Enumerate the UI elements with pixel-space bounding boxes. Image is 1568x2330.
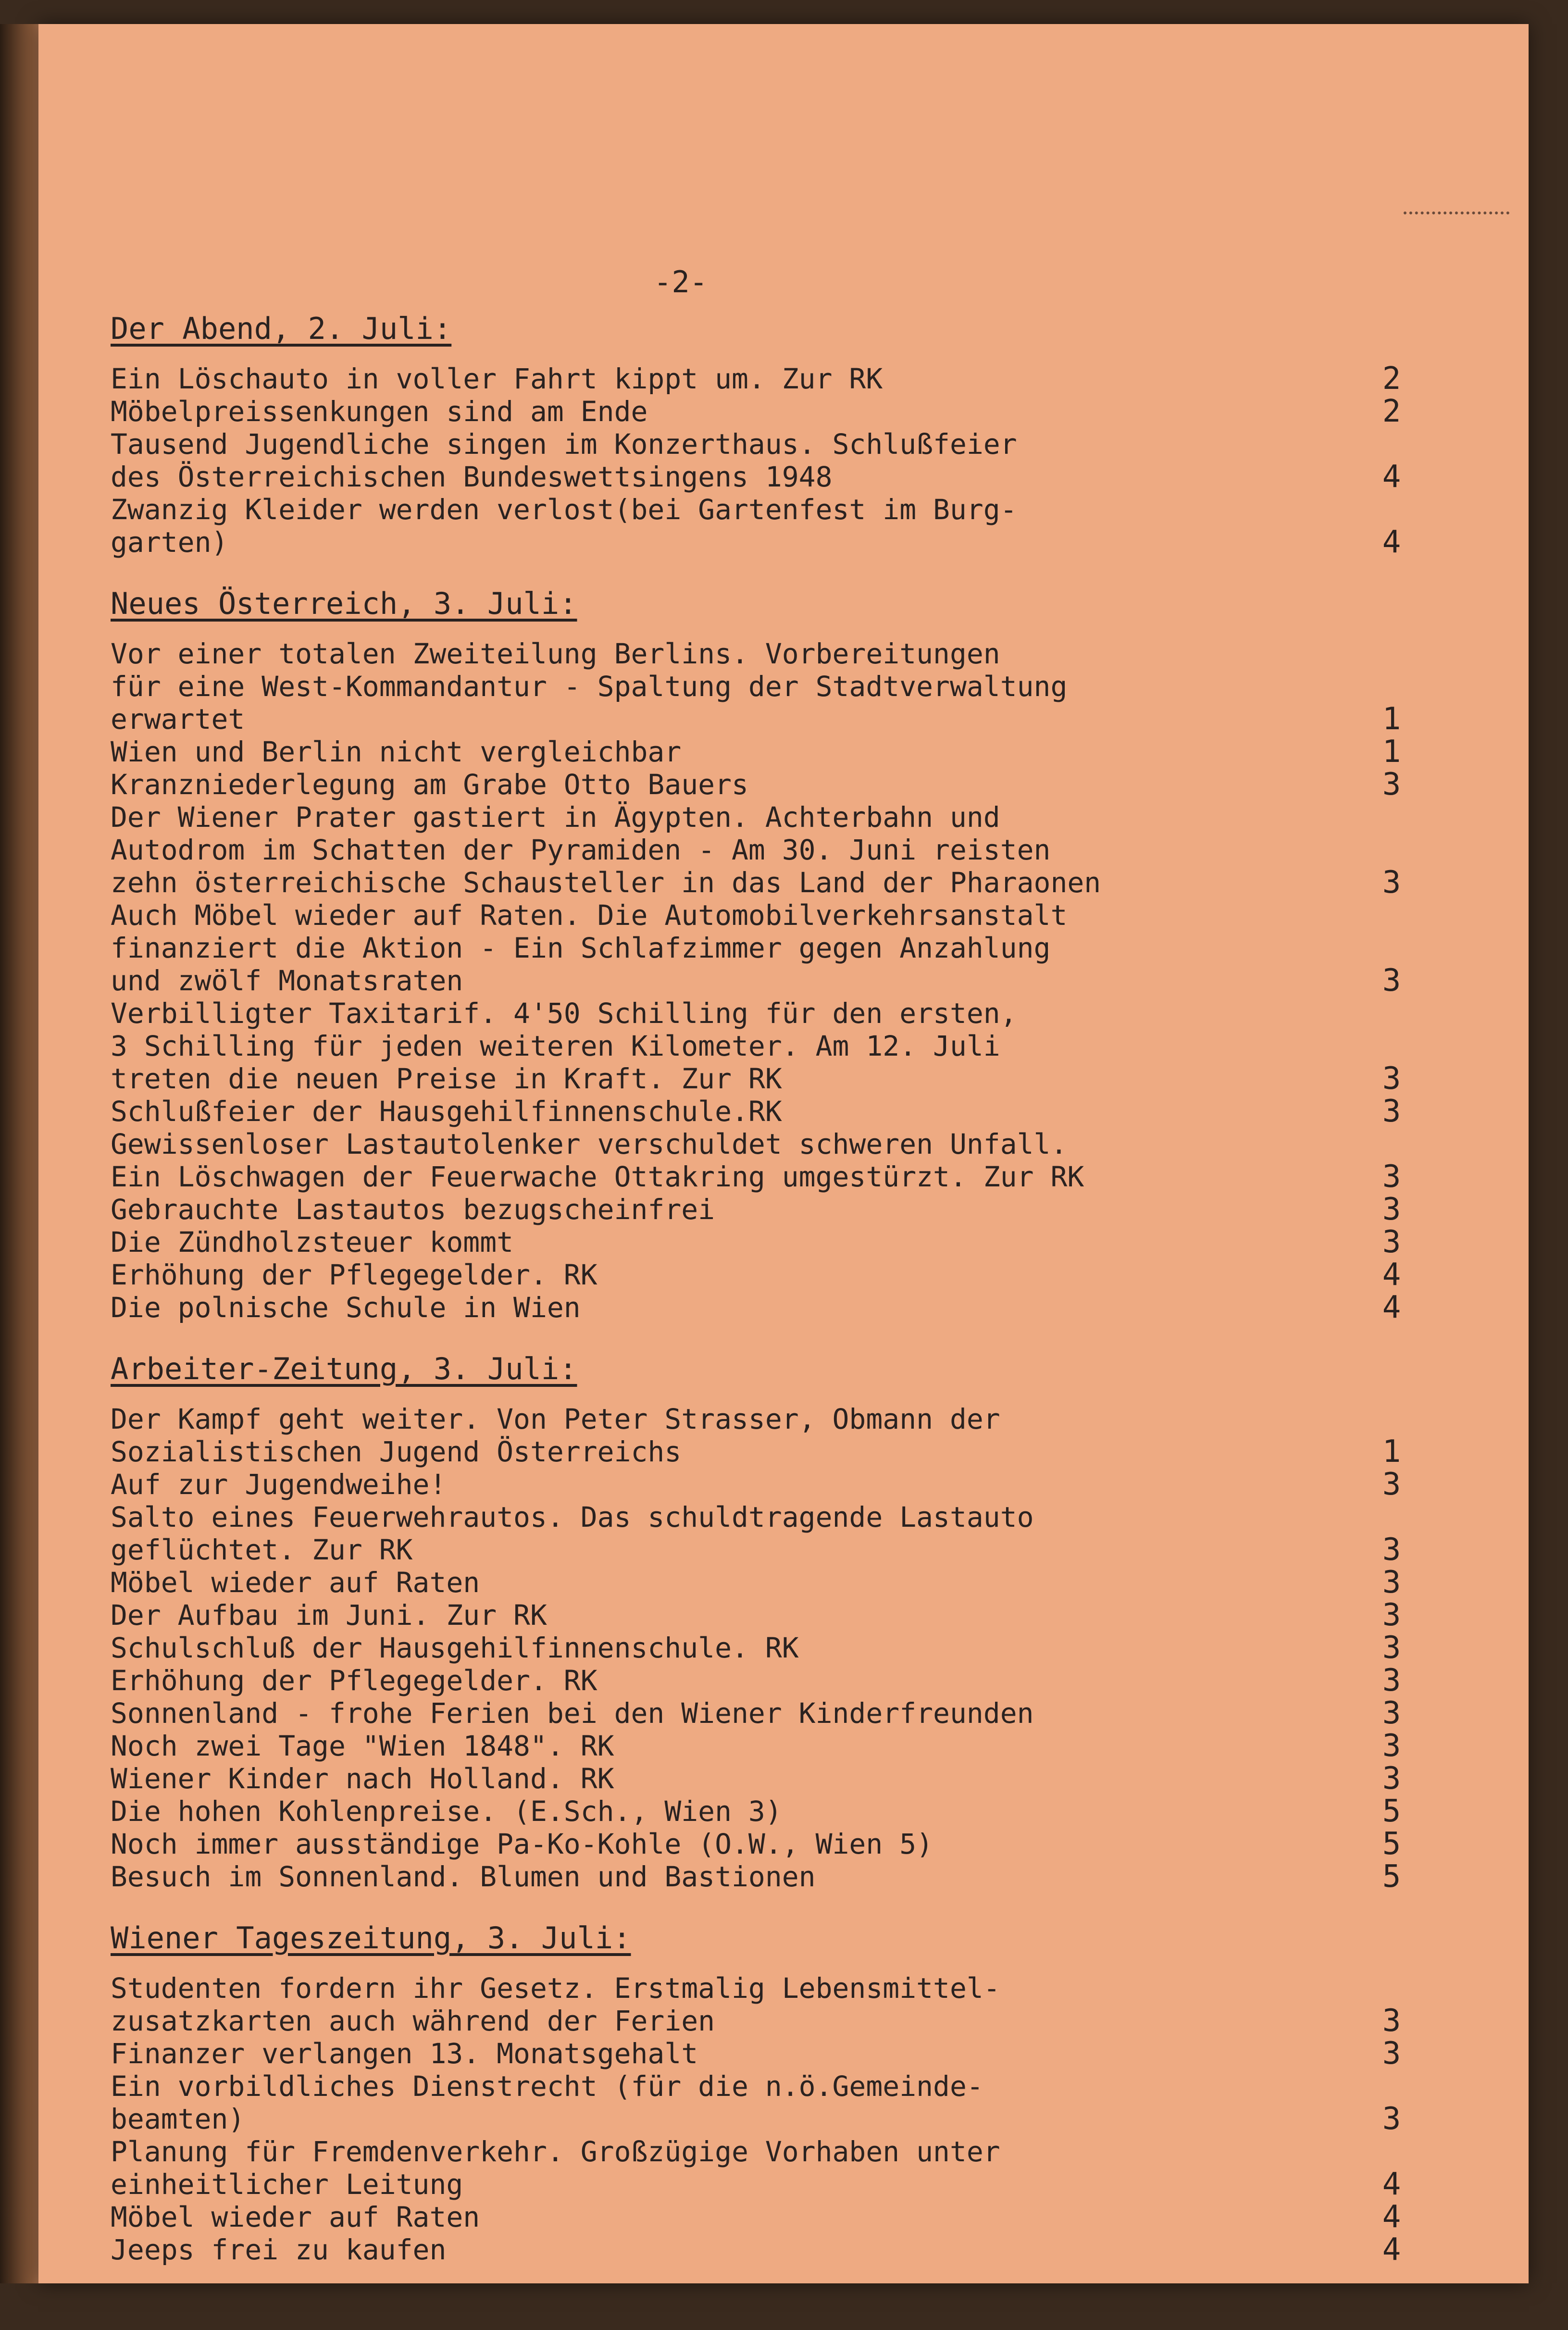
article-entry — [111, 1566, 1408, 1599]
article-title-line: Gewissenloser Lastautolenker verschuldet schweren Unfall. — [111, 1128, 1068, 1160]
article-title-line: Besuch im Sonnenland. Blumen und Bastionen — [111, 1860, 816, 1893]
article-page-number: 4 — [1382, 524, 1401, 560]
article-entry — [111, 2037, 1408, 2070]
article-page-number: 2 — [1382, 361, 1401, 397]
article-entry — [111, 1128, 1408, 1193]
article-title-line: Auf zur Jugendweihe! — [111, 1468, 447, 1501]
article-title-line: Noch immer ausständige Pa-Ko-Kohle (O.W., Wien 5) — [111, 1828, 933, 1860]
article-page-number: 3 — [1382, 1192, 1401, 1227]
article-title-line: einheitlicher Leitung — [111, 2168, 463, 2201]
article-title-line: Der Aufbau im Juni. Zur RK — [111, 1599, 547, 1632]
article-title-line: und zwölf Monatsraten — [111, 964, 463, 997]
article-page-number: 2 — [1382, 394, 1401, 429]
edge-mark — [1404, 212, 1509, 217]
article-entry — [111, 1403, 1408, 1468]
article-title-line: Salto eines Feuerwehrautos. Das schuldtragende Lastauto — [111, 1501, 1034, 1533]
newspaper-section — [111, 1353, 1408, 1893]
article-title-line: Kranzniederlegung am Grabe Otto Bauers — [111, 768, 748, 801]
article-title-line: Finanzer verlangen 13. Monatsgehalt — [111, 2037, 698, 2070]
newspaper-section — [111, 587, 1408, 1324]
article-entry — [111, 1599, 1408, 1632]
article-page-number: 3 — [1382, 1224, 1401, 1260]
article-title-line: Ein vorbildliches Dienstrecht (für die n.ö.Gemeinde- — [111, 2070, 983, 2103]
article-title-line: Ein Löschwagen der Feuerwache Ottakring umgestürzt. Zur RK — [111, 1160, 1084, 1193]
newspaper-section — [111, 1922, 1408, 2266]
article-title-line: für eine West-Kommandantur - Spaltung der Stadtverwaltung — [111, 670, 1068, 703]
article-entry — [111, 768, 1408, 801]
article-entry — [111, 1762, 1408, 1795]
article-entry — [111, 2070, 1408, 2135]
article-page-number: 3 — [1382, 1761, 1401, 1796]
article-title-line: Sonnenland - frohe Ferien bei den Wiener Kinderfreunden — [111, 1697, 1034, 1730]
article-entry — [111, 2135, 1408, 2201]
article-title-line: 3 Schilling für jeden weiteren Kilometer. Am 12. Juli — [111, 1030, 1000, 1062]
article-page-number: 3 — [1382, 1532, 1401, 1568]
article-title-line: Sozialistischen Jugend Österreichs — [111, 1435, 682, 1468]
article-entry — [111, 899, 1408, 997]
article-entry — [111, 2201, 1408, 2233]
article-page-number: 5 — [1382, 1826, 1401, 1862]
article-title-line: Erhöhung der Pflegegelder. RK — [111, 1258, 597, 1291]
article-title-line: Schlußfeier der Hausgehilfinnenschule.RK — [111, 1095, 782, 1128]
article-title-line: Zwanzig Kleider werden verlost(bei Gartenfest im Burg- — [111, 493, 1017, 526]
article-page-number: 3 — [1382, 2036, 1401, 2071]
document-page — [38, 24, 1529, 2283]
article-title-line: Erhöhung der Pflegegelder. RK — [111, 1664, 597, 1697]
section-heading: Wiener Tageszeitung, 3. Juli: — [111, 1920, 631, 1956]
article-page-number: 3 — [1382, 1728, 1401, 1764]
article-page-number: 3 — [1382, 963, 1401, 998]
article-page-number: 3 — [1382, 1565, 1401, 1600]
article-entry — [111, 1972, 1408, 2037]
newspaper-section — [111, 312, 1408, 559]
article-page-number: 3 — [1382, 1467, 1401, 1502]
article-page-number: 4 — [1382, 459, 1401, 495]
article-page-number: 3 — [1382, 1695, 1401, 1731]
article-title-line: des Österreichischen Bundeswettsingens 1948 — [111, 461, 833, 493]
article-entry — [111, 1258, 1408, 1291]
article-entry — [111, 1860, 1408, 1893]
page-number: -2- — [654, 264, 708, 299]
article-entry — [111, 1664, 1408, 1697]
article-title-line: Planung für Fremdenverkehr. Großzügige Vorhaben unter — [111, 2135, 1000, 2168]
article-title-line: Möbel wieder auf Raten — [111, 1566, 480, 1599]
article-page-number: 3 — [1382, 2003, 1401, 2039]
article-page-number: 1 — [1382, 734, 1401, 770]
article-page-number: 3 — [1382, 865, 1401, 900]
article-entry — [111, 1730, 1408, 1762]
article-page-number: 3 — [1382, 767, 1401, 802]
article-title-line: zehn österreichische Schausteller in das Land der Pharaonen — [111, 866, 1101, 899]
article-page-number: 4 — [1382, 1257, 1401, 1293]
article-page-number: 4 — [1382, 2199, 1401, 2235]
article-page-number: 1 — [1382, 1434, 1401, 1470]
article-entry — [111, 1095, 1408, 1128]
article-entry — [111, 1828, 1408, 1860]
article-entry — [111, 362, 1408, 395]
article-entry — [111, 1501, 1408, 1566]
article-entry — [111, 1632, 1408, 1664]
article-entry — [111, 1795, 1408, 1828]
article-page-number: 3 — [1382, 1663, 1401, 1698]
article-title-line: geflüchtet. Zur RK — [111, 1533, 413, 1566]
article-page-number: 4 — [1382, 2167, 1401, 2202]
article-title-line: Die polnische Schule in Wien — [111, 1291, 581, 1324]
article-title-line: Jeeps frei zu kaufen — [111, 2233, 447, 2266]
article-title-line: Der Wiener Prater gastiert in Ägypten. Achterbahn und — [111, 801, 1000, 834]
article-title-line: Schulschluß der Hausgehilfinnenschule. RK — [111, 1632, 799, 1664]
article-title-line: Wien und Berlin nicht vergleichbar — [111, 735, 682, 768]
article-title-line: Die Zündholzsteuer kommt — [111, 1226, 514, 1258]
article-entry — [111, 2233, 1408, 2266]
article-title-line: Die hohen Kohlenpreise. (E.Sch., Wien 3) — [111, 1795, 782, 1828]
press-summary-list — [111, 312, 1408, 2295]
article-entry — [111, 735, 1408, 768]
article-title-line: Studenten fordern ihr Gesetz. Erstmalig Lebensmittel- — [111, 1972, 1000, 2005]
article-entry — [111, 1226, 1408, 1258]
article-title-line: Vor einer totalen Zweiteilung Berlins. Vorbereitungen — [111, 637, 1000, 670]
article-entry — [111, 801, 1408, 899]
article-page-number: 4 — [1382, 1290, 1401, 1325]
article-title-line: Auch Möbel wieder auf Raten. Die Automobilverkehrsanstalt — [111, 899, 1068, 932]
article-page-number: 3 — [1382, 1094, 1401, 1129]
article-title-line: erwartet — [111, 703, 245, 735]
article-title-line: Autodrom im Schatten der Pyramiden - Am 30. Juni reisten — [111, 834, 1051, 866]
article-title-line: Verbilligter Taxitarif. 4'50 Schilling für den ersten, — [111, 997, 1017, 1030]
article-title-line: garten) — [111, 526, 228, 559]
article-entry — [111, 1193, 1408, 1226]
article-title-line: beamten) — [111, 2103, 245, 2135]
article-page-number: 4 — [1382, 2232, 1401, 2268]
article-entry — [111, 1697, 1408, 1730]
article-entry — [111, 395, 1408, 428]
article-page-number: 3 — [1382, 1630, 1401, 1666]
article-entry — [111, 428, 1408, 493]
article-title-line: treten die neuen Preise in Kraft. Zur RK — [111, 1062, 782, 1095]
article-entry — [111, 1291, 1408, 1324]
article-page-number: 3 — [1382, 2101, 1401, 2137]
article-title-line: Gebrauchte Lastautos bezugscheinfrei — [111, 1193, 715, 1226]
article-title-line: Möbel wieder auf Raten — [111, 2201, 480, 2233]
section-heading: Neues Österreich, 3. Juli: — [111, 586, 577, 621]
article-title-line: Tausend Jugendliche singen im Konzerthaus. Schlußfeier — [111, 428, 1017, 461]
article-title-line: Ein Löschauto in voller Fahrt kippt um. Zur RK — [111, 362, 883, 395]
article-entry — [111, 1468, 1408, 1501]
article-page-number: 3 — [1382, 1061, 1401, 1096]
article-title-line: Der Kampf geht weiter. Von Peter Strasser, Obmann der — [111, 1403, 1000, 1435]
article-title-line: Möbelpreissenkungen sind am Ende — [111, 395, 648, 428]
article-page-number: 1 — [1382, 701, 1401, 737]
article-entry — [111, 997, 1408, 1095]
section-heading: Arbeiter-Zeitung, 3. Juli: — [111, 1351, 577, 1386]
article-title-line: zusatzkarten auch während der Ferien — [111, 2005, 715, 2037]
article-title-line: Noch zwei Tage "Wien 1848". RK — [111, 1730, 614, 1762]
article-page-number: 3 — [1382, 1159, 1401, 1195]
article-title-line: Wiener Kinder nach Holland. RK — [111, 1762, 614, 1795]
article-page-number: 5 — [1382, 1859, 1401, 1894]
article-page-number: 5 — [1382, 1794, 1401, 1829]
article-page-number: 3 — [1382, 1597, 1401, 1633]
section-heading: Der Abend, 2. Juli: — [111, 311, 452, 346]
article-entry — [111, 493, 1408, 559]
article-entry — [111, 637, 1408, 735]
article-title-line: finanziert die Aktion - Ein Schlafzimmer gegen Anzahlung — [111, 932, 1051, 964]
